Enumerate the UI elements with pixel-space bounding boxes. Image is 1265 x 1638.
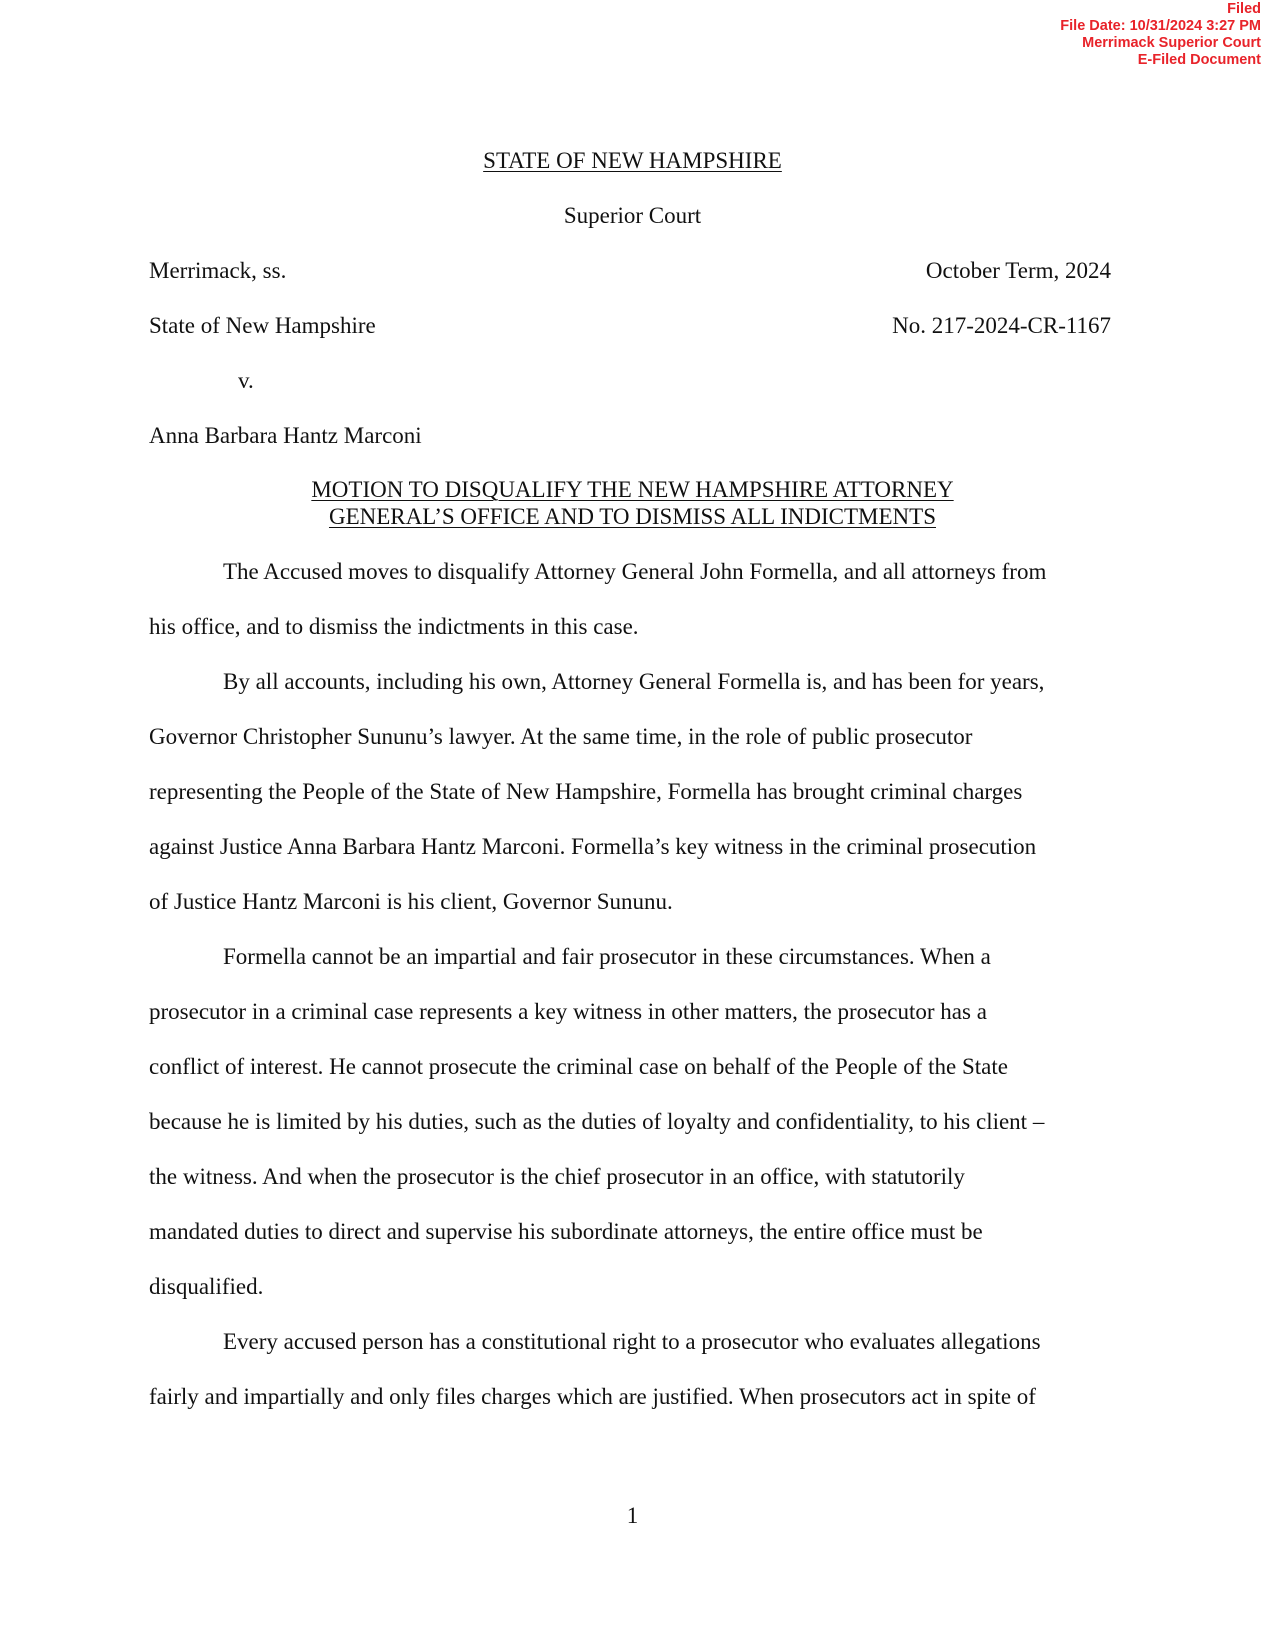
body-line: fairly and impartially and only files charges which are justified. When prosecutors act in spite of bbox=[149, 1384, 1036, 1409]
defendant: Anna Barbara Hantz Marconi bbox=[149, 423, 422, 448]
body-line: prosecutor in a criminal case represents a key witness in other matters, the prosecutor has a bbox=[149, 999, 987, 1024]
body-line: By all accounts, including his own, Attorney General Formella is, and has been for years, bbox=[223, 669, 1045, 694]
county: Merrimack, ss. bbox=[149, 258, 287, 283]
body-line: Formella cannot be an impartial and fair prosecutor in these circumstances. When a bbox=[223, 944, 991, 969]
caption-row-county bbox=[149, 258, 1111, 284]
stamp-file-date: File Date: 10/31/2024 3:27 PM bbox=[1060, 18, 1261, 34]
body-line: conflict of interest. He cannot prosecute the criminal case on behalf of the People of the State bbox=[149, 1054, 1008, 1079]
state-heading bbox=[0, 148, 1265, 174]
term: October Term, 2024 bbox=[925, 258, 1111, 283]
body-line: because he is limited by his duties, such as the duties of loyalty and confidentiality, to his client – bbox=[149, 1109, 1045, 1134]
efiling-stamp bbox=[1060, 1, 1261, 69]
motion-title-line-1 bbox=[0, 477, 1265, 503]
versus: v. bbox=[238, 368, 254, 393]
motion-title-line-2 bbox=[0, 504, 1265, 530]
state-heading-text: STATE OF NEW HAMPSHIRE bbox=[483, 148, 782, 173]
caption-row-parties bbox=[149, 313, 1111, 339]
body-line: disqualified. bbox=[149, 1274, 264, 1299]
body-line: the witness. And when the prosecutor is the chief prosecutor in an office, with statutorily bbox=[149, 1164, 965, 1189]
body-line: Every accused person has a constitutional right to a prosecutor who evaluates allegations bbox=[223, 1329, 1041, 1354]
body-line: his office, and to dismiss the indictments in this case. bbox=[149, 614, 639, 639]
motion-title-text-2: GENERAL’S OFFICE AND TO DISMISS ALL INDICTMENTS bbox=[328, 504, 936, 529]
plaintiff: State of New Hampshire bbox=[149, 313, 376, 338]
stamp-filed: Filed bbox=[1227, 1, 1261, 17]
case-number: No. 217-2024-CR-1167 bbox=[892, 313, 1111, 338]
stamp-court: Merrimack Superior Court bbox=[1082, 35, 1261, 51]
stamp-efiled: E-Filed Document bbox=[1137, 52, 1261, 68]
court-heading: Superior Court bbox=[563, 203, 702, 228]
body-line: representing the People of the State of New Hampshire, Formella has brought criminal charges bbox=[149, 779, 1023, 804]
motion-title-text-1: MOTION TO DISQUALIFY THE NEW HAMPSHIRE ATTORNEY bbox=[311, 477, 954, 502]
body-line: Governor Christopher Sununu’s lawyer. At the same time, in the role of public prosecutor bbox=[149, 724, 973, 749]
body-line: The Accused moves to disqualify Attorney General John Formella, and all attorneys from bbox=[223, 559, 1047, 584]
body-line: against Justice Anna Barbara Hantz Marconi. Formella’s key witness in the criminal prosecution bbox=[149, 834, 1037, 859]
page-number: 1 bbox=[626, 1503, 639, 1528]
body-line: mandated duties to direct and supervise his subordinate attorneys, the entire office must be bbox=[149, 1219, 983, 1244]
body-line: of Justice Hantz Marconi is his client, Governor Sununu. bbox=[149, 889, 673, 914]
